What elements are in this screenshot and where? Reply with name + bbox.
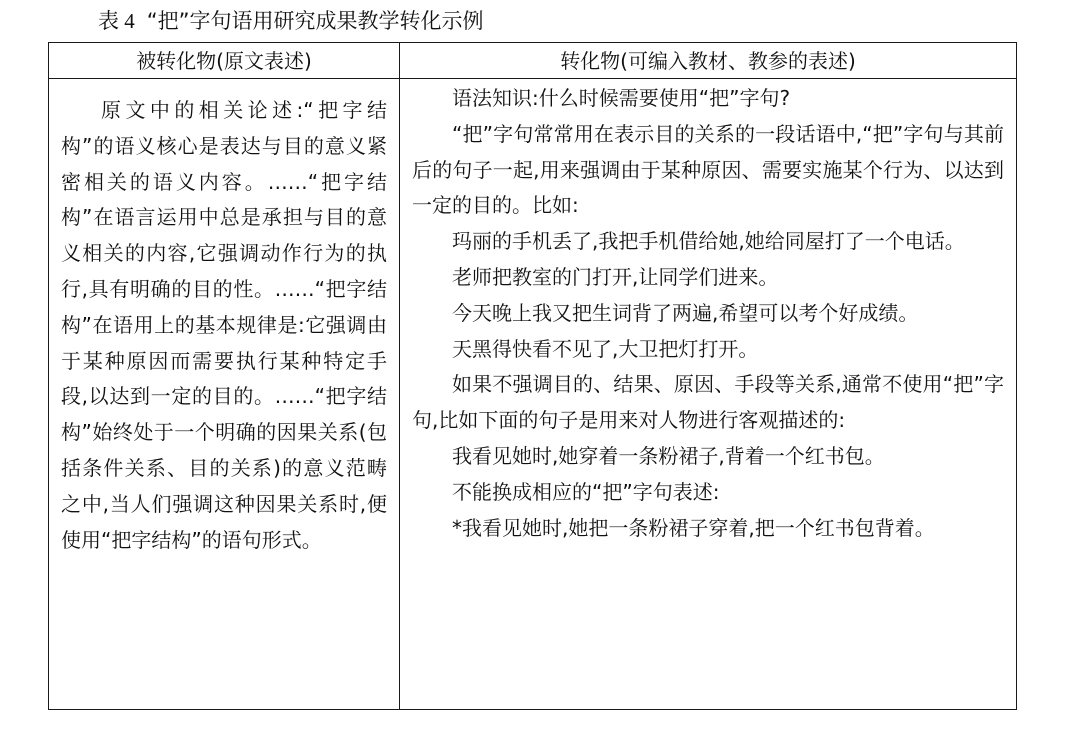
transformed-text xyxy=(400,79,1016,546)
paragraph-example-3: 今天晚上我又把生词背了两遍,希望可以考个好成绩。 xyxy=(452,300,919,325)
header-transformed: 转化物(可编入教材、教参的表述) xyxy=(400,43,1017,79)
paragraph-explanation: “把”字句常常用在表示目的关系的一段话语中,“把”字句与其前后的句子一起,用来强调由于某种原因、需要实施某个行为、以达到一定的目的。比如: xyxy=(412,121,1004,218)
paragraph-grammar-question: 语法知识:什么时候需要使用“把”字句? xyxy=(452,86,791,110)
table-body-row xyxy=(49,79,1017,710)
table-number: 表 4 xyxy=(98,9,135,33)
paragraph-ungrammatical-example: *我看见她时,她把一条粉裙子穿着,把一个红书包背着。 xyxy=(452,515,935,540)
table-header-row xyxy=(49,43,1017,79)
header-original: 被转化物(原文表述) xyxy=(49,43,400,79)
original-cell xyxy=(49,79,400,710)
transformed-cell xyxy=(400,79,1017,710)
comparison-table xyxy=(48,42,1017,710)
paragraph-cannot-convert: 不能换成相应的“把”字句表述: xyxy=(452,479,720,504)
original-text: 原文中的相关论述:“把字结构”的语义核心是表达与目的意义紧密相关的语义内容。……“把字结构”在语言运用中总是承担与目的意义相关的内容,它强调动作行为的执行,具有明确的目的性。……“把字结构”在语用上的基本规律是:它强调由于某种原因而需要执行某种特定手段,以达到一定的目的。……“把字结构”始终处于一个明确的因果关系(包括条件关系、目的关系)的意义范畴之中,当人们强调这种因果关系时,便使用“把字结构”的语句形式。 xyxy=(61,98,387,552)
table-caption xyxy=(98,6,484,36)
paragraph-example-2: 老师把教室的门打开,让同学们进来。 xyxy=(452,264,779,289)
paragraph-counter-rule: 如果不强调目的、结果、原因、手段等关系,通常不使用“把”字句,比如下面的句子是用来对人物进行客观描述的: xyxy=(412,372,1004,433)
paragraph-example-4: 天黑得快看不见了,大卫把灯打开。 xyxy=(452,336,759,361)
table-title: “把”字句语用研究成果教学转化示例 xyxy=(146,9,484,33)
paragraph-example-1: 玛丽的手机丢了,我把手机借给她,她给同屋打了一个电话。 xyxy=(452,229,965,254)
paragraph-counter-example: 我看见她时,她穿着一条粉裙子,背着一个红书包。 xyxy=(452,443,885,468)
